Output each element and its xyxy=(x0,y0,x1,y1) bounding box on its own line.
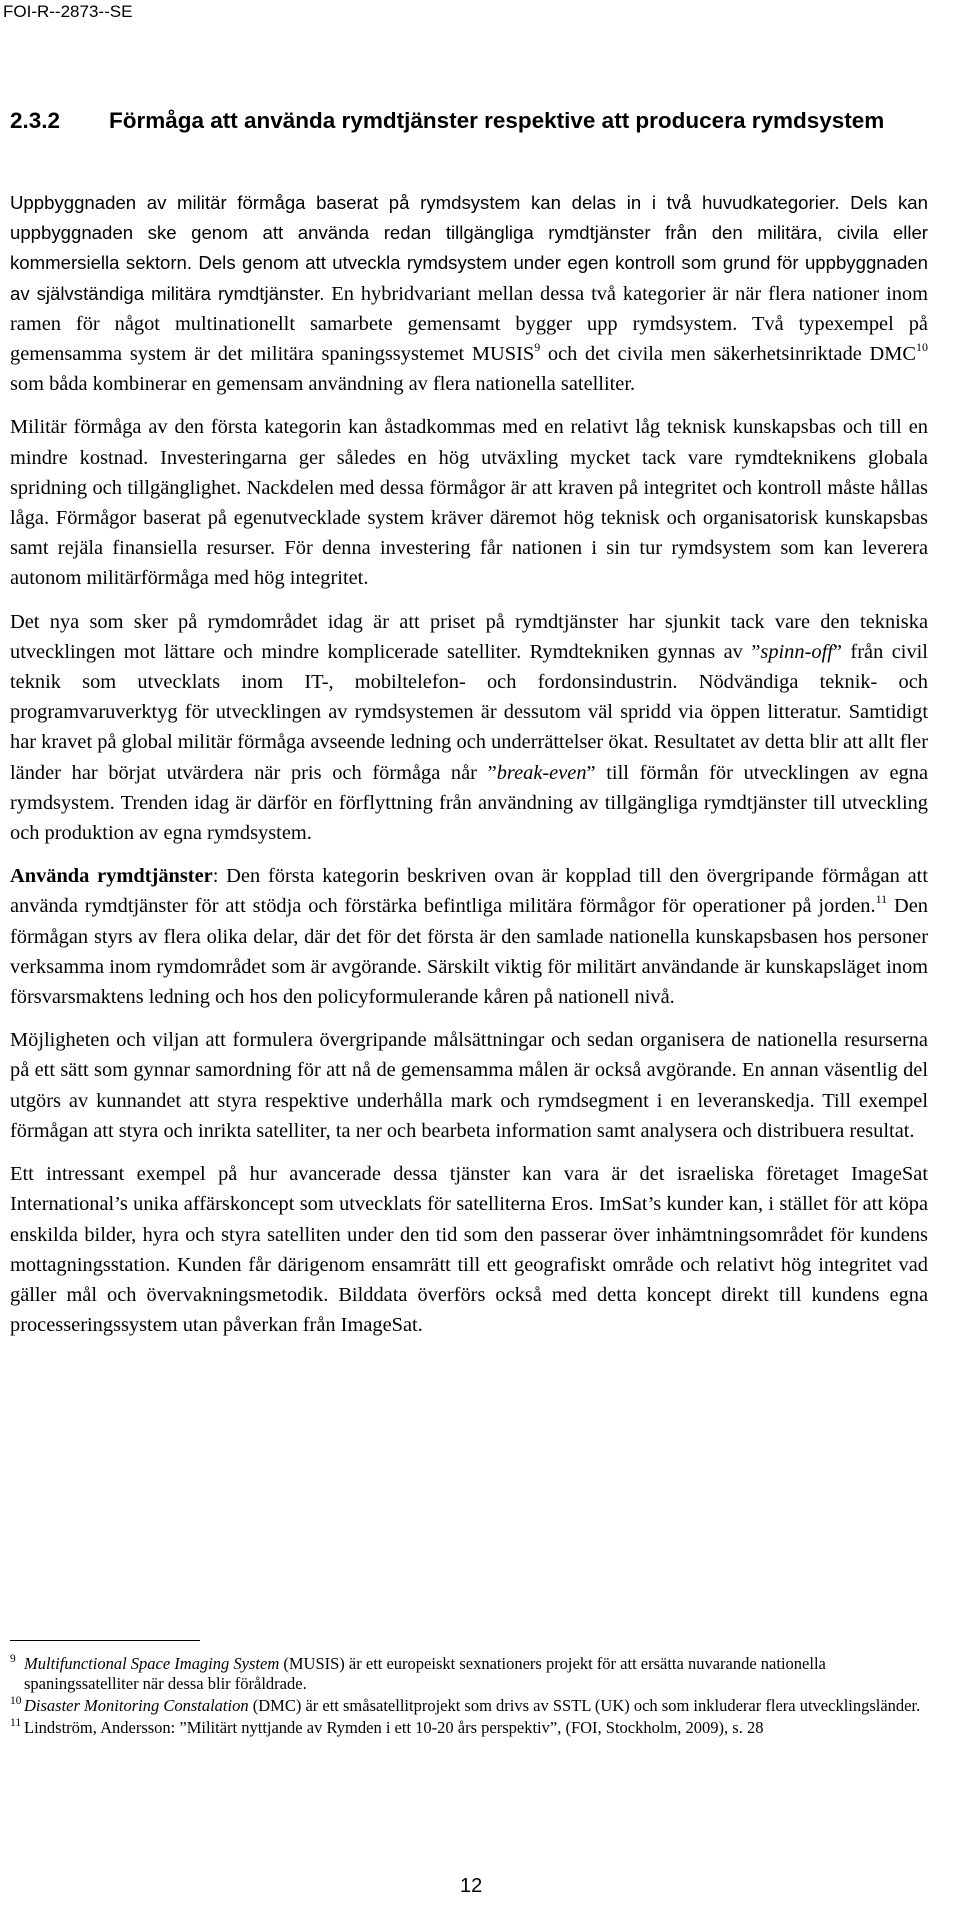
footnote-ref-11[interactable]: 11 xyxy=(875,892,888,907)
section-number: 2.3.2 xyxy=(10,108,61,133)
footnote-separator xyxy=(10,1640,200,1641)
footnote-ref-9[interactable]: 9 xyxy=(534,340,541,355)
footnote-text: Lindström, Andersson: ”Militärt nyttjande av Rymden i ett 10-20 års perspektiv”, (FOI, Stockholm, 2009), s. 28 xyxy=(24,1718,764,1737)
footnote-text: (DMC) är ett småsatellitprojekt som drivs av SSTL (UK) och som inkluderar flera utvecklingsländer. xyxy=(248,1696,921,1715)
section-title: Förmåga att använda rymdtjänster respektive att producera rymdsystem xyxy=(109,108,885,133)
paragraph-price-trend xyxy=(10,607,928,849)
paragraph-categories xyxy=(10,188,928,399)
paragraph-first-category: Militär förmåga av den första kategorin kan åstadkommas med en relativt låg teknisk kunskapsbas och till en mindre kostnad. Investeringarna ger således en hög utväxling mycket tack vare rymdteknikens globala spridning och tillgänglighet. Nackdelen med dessa förmågor är att kraven på integritet och kontroll måste hållas låga. Förmågor baserat på egenutvecklade system kräver däremot hög teknisk och organisatorisk kunskapsbas samt rejäla finansiella resurser. För denna investering får nationen i sin tur rymdsystem som kan leverera autonom militärförmåga med hög integritet. xyxy=(10,416,928,590)
paragraph-sentence: Den förmågan styrs av flera olika delar, där det för det första är den samlade nationella kunskapsbasen hos personer verksamma inom rymdområdet som är avgörande. Särskilt viktig för militärt användande är kunskapsläget inom försvarsmaktens ledning och hos den policyformulerande kåren på nationell nivå. xyxy=(10,895,929,1009)
page-number: 12 xyxy=(460,1875,483,1897)
paragraph-sentence: och det civila men säkerhetsinriktade DMC xyxy=(540,343,916,366)
footnote-mark: 10 xyxy=(10,1695,22,1707)
footnote-mark: 11 xyxy=(10,1717,22,1729)
footnote-10 xyxy=(10,1696,928,1716)
footnote-ref-10[interactable]: 10 xyxy=(915,340,928,355)
paragraph-sentence: Det nya som sker på rymdområdet idag är att priset på rymdtjänster har sjunkit tack vare den tekniska utvecklingen mot lättare och mindre komplicerade satelliter. Rymdtekniken gynnas av ” xyxy=(10,610,928,663)
paragraph-imagesat: Ett intressant exempel på hur avancerade dessa tjänster kan vara är det israeliska företaget ImageSat International’s unika affärskoncept som utvecklats för satelliterna Eros. ImSat’s kunder kan, i stället för att köpa enskilda bilder, hyra och styra satelliten under den tid som den passerar över inhämtningsområdet för kundens mottagningsstation. Kunden får därigenom ensamrätt till ett geografiskt område och relativt hög integritet vad gäller mål och övervakningsmetodik. Bilddata överförs också med detta koncept direkt till kundens egna processeringssystem utan påverkan från ImageSat. xyxy=(10,1163,928,1337)
footnote-mark: 9 xyxy=(10,1653,16,1665)
document-code: FOI-R--2873--SE xyxy=(3,2,133,21)
paragraph-using-services xyxy=(10,861,928,1012)
paragraph-sentence: Uppbyggnaden av militär förmåga baserat på rymdsystem kan delas in i två huvudkategorier. Dels kan uppbyggnaden ske genom att använda redan tillgängliga rymdtjänster från den militära, civila eller kommersiella sektorn. Dels genom att utveckla rymdsystem under egen kontroll som grund för uppbyggnaden av självständiga militära rymdtjänster. xyxy=(10,192,928,304)
footnotes xyxy=(10,1654,928,1740)
emphasis-break-even: break-even xyxy=(496,761,587,784)
term-using-services: Använda rymdtjänster xyxy=(10,865,213,888)
body-text xyxy=(10,188,928,1353)
paragraph-sentence: : Den första kategorin beskriven ovan är kopplad till den övergripande förmågan att använda rymdtjänster för att stödja och förstärka befintliga militära förmågor för operationer på jorden. xyxy=(10,865,928,918)
emphasis-spinn-off: spinn-off xyxy=(760,640,833,663)
paragraph-sentence: ” från civil teknik som utvecklats inom IT-, mobiltelefon- och fordonsindustrin. Nödvändiga teknik- och programvaruverktyg för utvecklingen av rymdsystemen är dessutom väl spridd via öppen litteratur. Samtidigt har kravet på global militär förmåga avseende ledning och underrättelser ökat. Resultatet av detta blir att allt fler länder har börjat utvärdera när pris och förmåga når ” xyxy=(10,640,928,784)
footnote-italic: Multifunctional Space Imaging System xyxy=(24,1654,280,1673)
footnote-text: (MUSIS) är ett europeiskt sexnationers projekt för att ersätta nuvarande nationella spaningssatelliter när dessa blir föråldrade. xyxy=(24,1654,826,1693)
paragraph-sentence: ” till förmån för utvecklingen av egna rymdsystem. Trenden idag är därför en förflyttning från användning av tillgängliga rymdtjänster till utveckling och produktion av egna rymdsystem. xyxy=(10,761,928,845)
footnote-9 xyxy=(10,1654,928,1694)
footnote-11 xyxy=(10,1718,928,1738)
paragraph-sentence: En hybridvariant mellan dessa två kategorier är när flera nationer inom ramen för något multinationellt samarbete gemensamt bygger upp rymdsystem. Två typexempel på gemensamma system är det militära spaningssystemet MUSIS xyxy=(10,282,928,366)
footnote-italic: Disaster Monitoring Constalation xyxy=(24,1696,249,1715)
paragraph-goals: Möjligheten och viljan att formulera övergripande målsättningar och sedan organisera de nationella resurserna på ett sätt som gynnar samordning för att nå de gemensamma målen är också avgörande. En annan väsentlig del utgörs av kunnandet att styra respektive underhålla mark och rymdsegment i en leveranskedja. Till exempel förmågan att styra och inrikta satelliter, ta ner och bearbeta information samt analysera och distribuera resultat. xyxy=(10,1029,928,1142)
paragraph-sentence: som båda kombinerar en gemensam användning av flera nationella satelliter. xyxy=(10,373,636,396)
